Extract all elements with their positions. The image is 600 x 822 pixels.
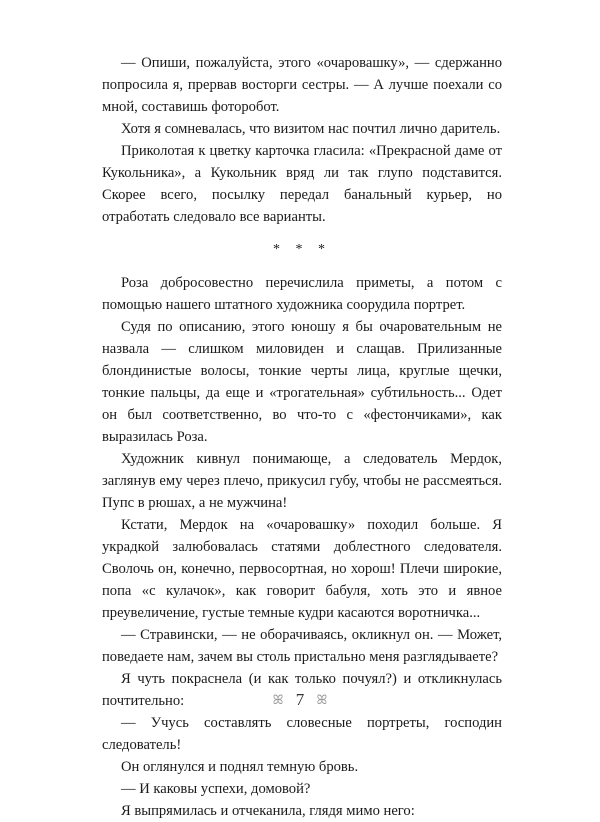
paragraph: — Стравински, — не оборачиваясь, окликнул он. — Может, поведаете нам, зачем вы столь пристально меня разглядываете?	[102, 627, 502, 665]
paragraph: — И каковы успехи, домовой?	[121, 781, 311, 797]
section-separator: * * *	[273, 242, 331, 257]
paragraph: Художник кивнул понимающе, а следователь Мердок, заглянув ему через плечо, прикусил губу, чтобы не рассмеяться. Пупс в рюшах, а не мужчина!	[102, 451, 502, 511]
paragraph: Хотя я сомневалась, что визитом нас почтил лично даритель.	[121, 121, 501, 137]
page-footer	[0, 690, 600, 710]
paragraph: Роза добросовестно перечислила приметы, а потом с помощью нашего штатного художника соорудила портрет.	[102, 275, 502, 313]
paragraph: Я выпрямилась и отчеканила, глядя мимо него:	[121, 803, 415, 819]
paragraph: Судя по описанию, этого юношу я бы очаровательным не назвала — слишком миловиден и слащав. Прилизанные блондинистые волосы, тонкие черты лица, круглые щечки, тонкие пальцы, да еще и «трогательная» субтильность... Одет он был соответственно, во что-то с «фестончиками», как выразилась Роза.	[102, 319, 502, 445]
paragraph: Он оглянулся и поднял темную бровь.	[121, 759, 359, 775]
paragraph: Кстати, Мердок на «очаровашку» походил больше. Я украдкой залюбовалась статями доблестного следователя. Сволочь он, конечно, первосортная, но хорош! Плечи широкие, попа «с кулачок», как говорит бабуля, хоть это и явное преувеличение, густые темные кудри касаются воротничка...	[102, 517, 502, 621]
ornament-right-icon: ꕤ	[316, 692, 328, 707]
paragraph: Я чуть покраснела (и как только почуял?) и откликнулась почтительно:	[102, 671, 502, 709]
paragraph: Приколотая к цветку карточка гласила: «Прекрасной даме от Кукольника», а Кукольник вряд ли так глупо подставится. Скорее всего, посылку передал банальный курьер, но отработать следовало все варианты.	[102, 143, 502, 225]
paragraph: — Учусь составлять словесные портреты, господин следователь!	[102, 715, 502, 753]
page-number: 7	[295, 690, 305, 709]
paragraph: — Опиши, пожалуйста, этого «очаровашку», — сдержанно попросила я, прервав восторги сестры. — А лучше поехали со мной, составишь фоторобот.	[102, 55, 502, 115]
ornament-left-icon: ꕤ	[272, 692, 284, 707]
